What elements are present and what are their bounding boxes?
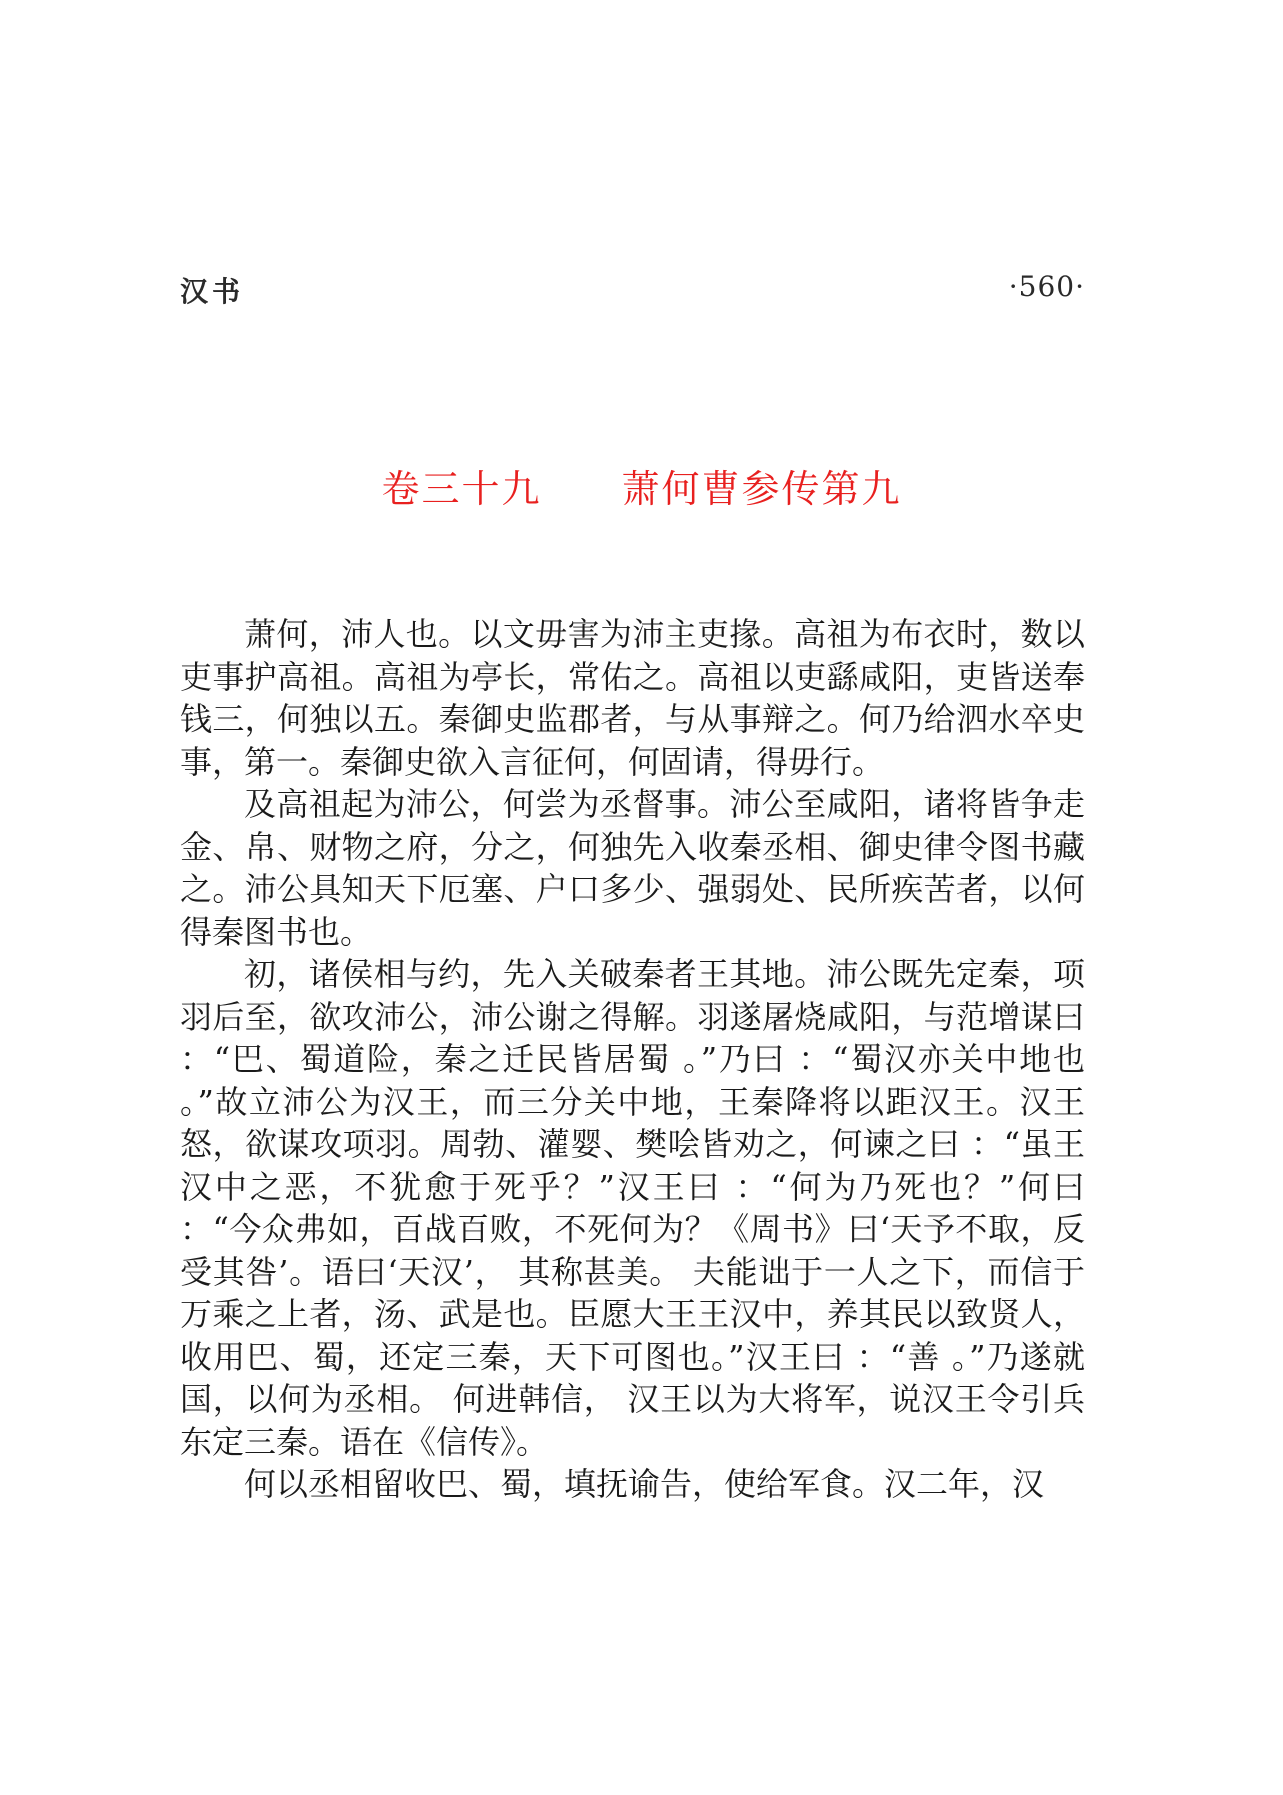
book-title: 汉书 bbox=[180, 275, 245, 308]
paragraph: 及高祖起为沛公，何尝为丞督事。沛公至咸阳，诸将皆争走金、帛、财物之府，分之，何独先入收秦丞相、御史律令图书藏之。沛公具知天下厄塞、户口多少、强弱处、民所疾苦者，以何得秦图书也。 bbox=[180, 785, 1085, 951]
paragraph: 萧何，沛人也。以文毋害为沛主吏掾。高祖为布衣时，数以吏事护高祖。高祖为亭长，常佑之。高祖以吏繇咸阳，吏皆送奉钱三，何独以五。秦御史监郡者，与从事辩之。何乃给泗水卒史事，第一。秦御史欲入言征何，何固请，得毋行。 bbox=[180, 615, 1085, 781]
paragraph: 何以丞相留收巴、蜀，填抚谕告，使给军食。汉二年，汉 bbox=[244, 1465, 1045, 1503]
chapter-heading bbox=[0, 458, 1283, 513]
chapter-title: 萧何曹参传第九 bbox=[621, 467, 902, 511]
volume-number: 卷三十九 bbox=[381, 467, 542, 511]
paragraph: 初，诸侯相与约，先入关破秦者王其地。沛公既先定秦，项羽后至，欲攻沛公，沛公谢之得解。羽遂屠烧咸阳，与范增谋曰 ：“巴、蜀道险，秦之迁民皆居蜀 。”乃曰 ：“蜀汉亦关中地也 。”故立沛公为汉王，而三分关中地，王秦降将以距汉王。汉王怒，欲谋攻项羽。周勃、灌婴、樊哙皆劝之，何谏之曰 ：“虽王汉中之恶，不犹愈于死乎？”汉王曰 ：“何为乃死也？”何曰 ：“今众弗如，百战百败，不死何为？《周书》曰‘天予不取，反受其咎’。语曰‘天汉’， 其称甚美。 夫能诎于一人之下，而信于万乘之上者，汤、武是也。臣愿大王王汉中，养其民以致贤人，收用巴、蜀，还定三秦，天下可图也。”汉王曰 ：“善 。”乃遂就国，以何为丞相。 何进韩信， 汉王以为大将军，说汉王令引兵东定三秦。语在《信传》。 bbox=[180, 955, 1085, 1461]
running-header bbox=[180, 270, 1085, 310]
body-text bbox=[180, 613, 1085, 1506]
page-number: ·560· bbox=[1008, 270, 1085, 303]
